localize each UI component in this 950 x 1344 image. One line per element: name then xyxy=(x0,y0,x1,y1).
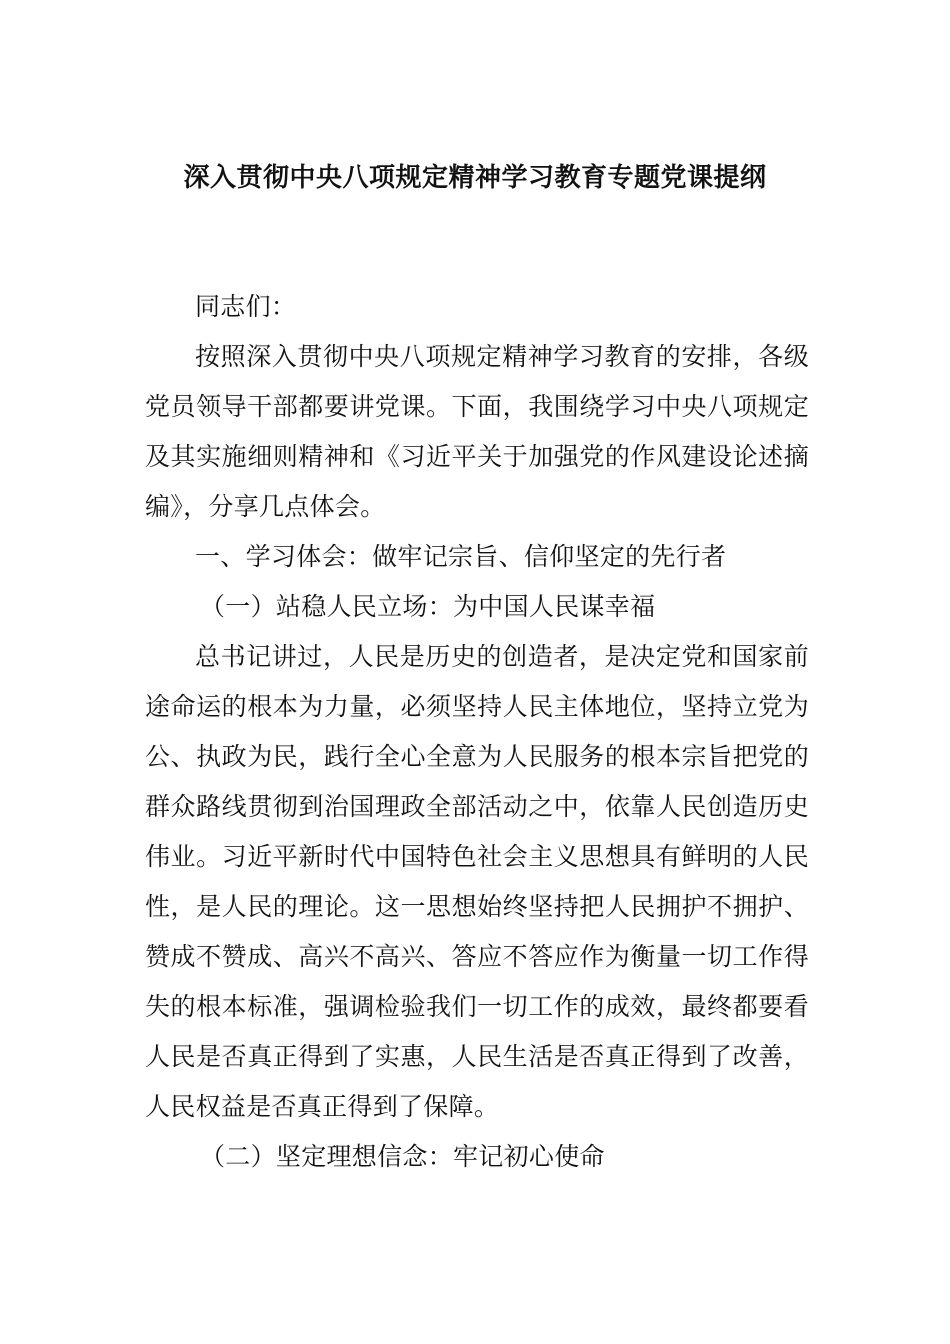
document-title: 深入贯彻中央八项规定精神学习教育专题党课提纲 xyxy=(183,163,767,193)
intro-paragraph: 按照深入贯彻中央八项规定精神学习教育的安排，各级党员领导干部都要讲党课。下面，我围绕学习中央八项规定及其实施细则精神和《习近平关于加强党的作风建设论述摘编》，分享几点体会。 xyxy=(145,342,809,521)
section-heading-1: 一、学习体会：做牢记宗旨、信仰坚定的先行者 xyxy=(195,542,727,571)
subsection-heading-2: （二）坚定理想信念：牢记初心使命 xyxy=(200,1142,605,1171)
document-body xyxy=(145,282,809,1182)
subsection-heading-1: （一）站稳人民立场：为中国人民谋幸福 xyxy=(200,592,656,621)
salutation: 同志们： xyxy=(195,292,297,321)
body-paragraph-1: 总书记讲过，人民是历史的创造者，是决定党和国家前途命运的根本为力量，必须坚持人民主体地位，坚持立党为公、执政为民，践行全心全意为人民服务的根本宗旨把党的群众路线贯彻到治国理政全部活动之中，依靠人民创造历史伟业。习近平新时代中国特色社会主义思想具有鲜明的人民性，是人民的理论。这一思想始终坚持把人民拥护不拥护、赞成不赞成、高兴不高兴、答应不答应作为衡量一切工作得失的根本标准，强调检验我们一切工作的成效，最终都要看人民是否真正得到了实惠，人民生活是否真正得到了改善，人民权益是否真正得到了保障。 xyxy=(145,642,809,1121)
